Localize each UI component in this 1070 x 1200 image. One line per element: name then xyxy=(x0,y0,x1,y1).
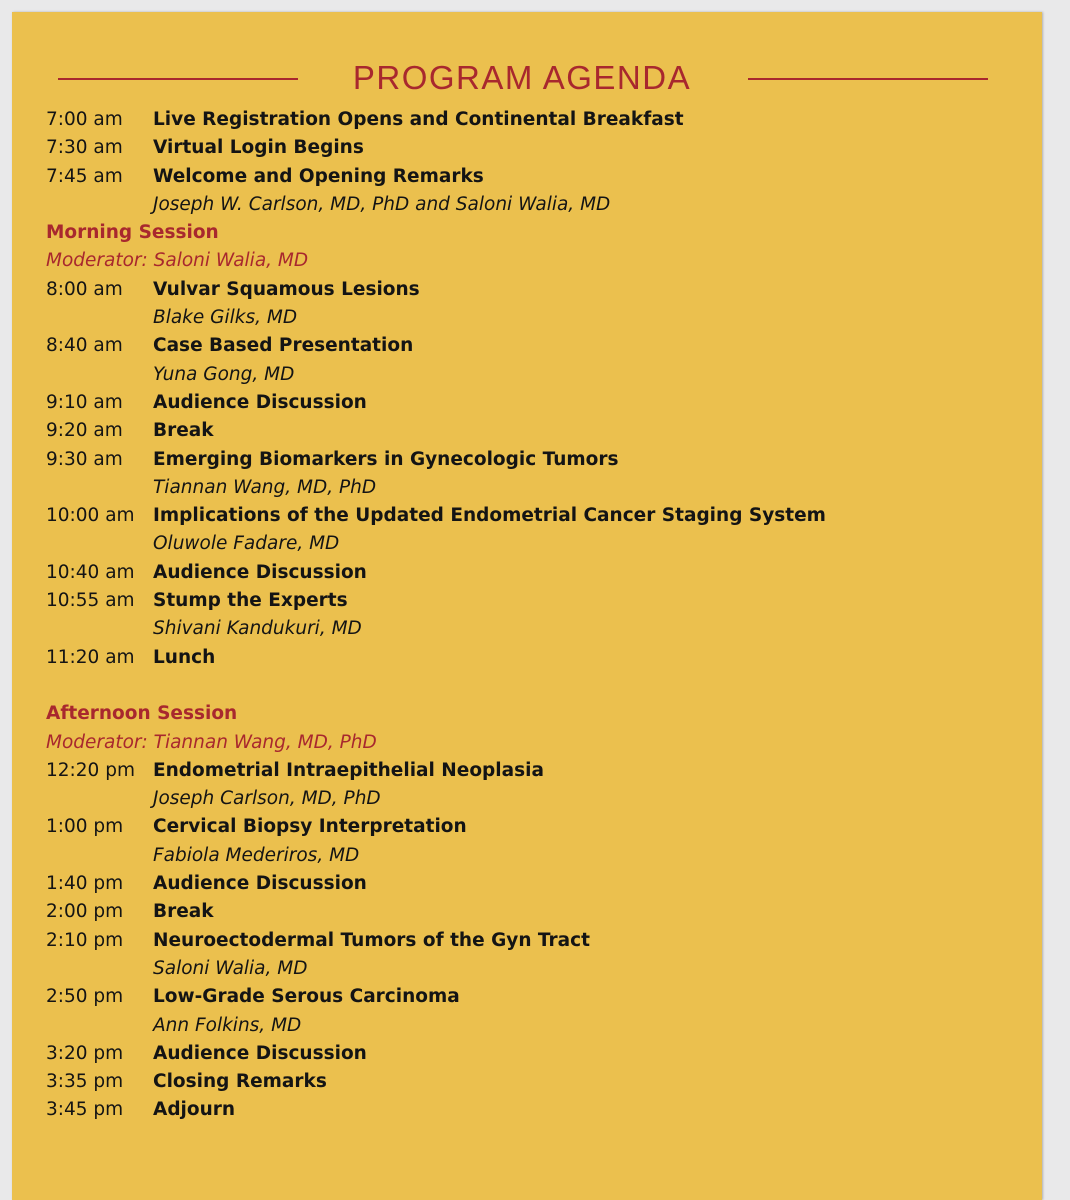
agenda-item xyxy=(46,559,1026,587)
item-speaker: Blake Gilks, MD xyxy=(153,307,298,329)
item-speaker: Joseph Carlson, MD, PhD xyxy=(153,788,381,810)
item-time: 12:20 pm xyxy=(46,759,135,781)
item-time: 7:45 am xyxy=(46,165,123,187)
item-title: Audience Discussion xyxy=(153,1042,367,1064)
session-moderator-afternoon: Moderator: Tiannan Wang, MD, PhD xyxy=(46,731,377,753)
item-speaker: Yuna Gong, MD xyxy=(153,363,295,385)
item-time: 8:40 am xyxy=(46,335,123,357)
item-title: Stump the Experts xyxy=(153,590,348,612)
item-time: 1:40 pm xyxy=(46,873,124,895)
item-speaker-row xyxy=(46,304,1026,332)
item-speaker: Saloni Walia, MD xyxy=(153,957,308,979)
item-title: Closing Remarks xyxy=(153,1071,327,1093)
item-title: Lunch xyxy=(153,646,216,668)
item-speaker-row xyxy=(46,474,1026,502)
item-speaker: Shivani Kandukuri, MD xyxy=(153,618,362,640)
item-time: 9:30 am xyxy=(46,448,123,470)
item-speaker: Fabiola Mederiros, MD xyxy=(153,844,360,866)
agenda-item xyxy=(46,163,1026,191)
item-speaker-row xyxy=(46,615,1026,643)
item-time: 10:40 am xyxy=(46,561,135,583)
item-time: 2:10 pm xyxy=(46,929,124,951)
item-speaker-row xyxy=(46,1012,1026,1040)
item-title: Virtual Login Begins xyxy=(153,137,364,159)
item-title: Vulvar Squamous Lesions xyxy=(153,278,420,300)
page-title: PROGRAM AGENDA xyxy=(352,59,692,96)
item-time: 10:55 am xyxy=(46,590,135,612)
agenda-item xyxy=(46,106,1026,134)
agenda-list xyxy=(46,106,1026,1125)
item-title: Audience Discussion xyxy=(153,873,367,895)
item-title: Emerging Biomarkers in Gynecologic Tumors xyxy=(153,448,619,470)
item-time: 8:00 am xyxy=(46,278,123,300)
item-title: Endometrial Intraepithelial Neoplasia xyxy=(153,759,544,781)
item-title: Case Based Presentation xyxy=(153,335,414,357)
agenda-item xyxy=(46,757,1026,785)
item-time: 7:00 am xyxy=(46,109,123,130)
item-time: 11:20 am xyxy=(46,646,135,668)
item-time: 3:35 pm xyxy=(46,1071,124,1093)
item-time: 9:10 am xyxy=(46,391,123,413)
agenda-item xyxy=(46,1096,1026,1124)
item-title: Break xyxy=(153,420,214,442)
agenda-header xyxy=(12,56,1042,106)
item-time: 7:30 am xyxy=(46,137,123,159)
item-speaker-row xyxy=(46,955,1026,983)
agenda-item xyxy=(46,1068,1026,1096)
title-rule-right xyxy=(748,78,988,80)
agenda-item xyxy=(46,813,1026,841)
title-rule-left xyxy=(58,78,298,80)
agenda-item xyxy=(46,332,1026,360)
item-time: 3:45 pm xyxy=(46,1099,124,1121)
agenda-item xyxy=(46,134,1026,162)
agenda-item xyxy=(46,417,1026,445)
item-title: Audience Discussion xyxy=(153,561,367,583)
agenda-item xyxy=(46,502,1026,530)
item-speaker-row xyxy=(46,191,1026,219)
agenda-item xyxy=(46,446,1026,474)
section-spacer xyxy=(46,672,1026,700)
agenda-item xyxy=(46,644,1026,672)
item-speaker: Tiannan Wang, MD, PhD xyxy=(153,476,377,498)
item-speaker-row xyxy=(46,530,1026,558)
agenda-item xyxy=(46,389,1026,417)
item-speaker-row xyxy=(46,842,1026,870)
item-speaker: Ann Folkins, MD xyxy=(153,1014,302,1036)
agenda-page xyxy=(12,12,1042,1200)
item-title: Neuroectodermal Tumors of the Gyn Tract xyxy=(153,929,590,951)
item-title: Break xyxy=(153,901,214,923)
item-speaker: Oluwole Fadare, MD xyxy=(153,533,340,555)
item-title: Audience Discussion xyxy=(153,391,367,413)
session-heading-afternoon: Afternoon Session xyxy=(46,703,238,725)
session-heading-morning: Morning Session xyxy=(46,222,219,244)
session-moderator-morning: Moderator: Saloni Walia, MD xyxy=(46,250,309,272)
item-time: 2:00 pm xyxy=(46,901,124,923)
item-time: 9:20 am xyxy=(46,420,123,442)
agenda-item xyxy=(46,587,1026,615)
item-speaker-row xyxy=(46,785,1026,813)
item-title: Low-Grade Serous Carcinoma xyxy=(153,986,460,1008)
item-time: 2:50 pm xyxy=(46,986,124,1008)
item-title: Implications of the Updated Endometrial Cancer Staging System xyxy=(153,505,826,527)
item-time: 1:00 pm xyxy=(46,816,124,838)
agenda-item xyxy=(46,898,1026,926)
item-speaker-row xyxy=(46,361,1026,389)
item-speaker: Joseph W. Carlson, MD, PhD and Saloni Walia, MD xyxy=(153,193,611,215)
item-title: Adjourn xyxy=(153,1099,236,1121)
item-title: Welcome and Opening Remarks xyxy=(153,165,484,187)
item-title: Cervical Biopsy Interpretation xyxy=(153,816,467,838)
agenda-item xyxy=(46,983,1026,1011)
agenda-item xyxy=(46,1040,1026,1068)
agenda-item xyxy=(46,870,1026,898)
item-time: 10:00 am xyxy=(46,505,135,527)
item-title: Live Registration Opens and Continental Breakfast xyxy=(153,109,684,130)
item-time: 3:20 pm xyxy=(46,1042,124,1064)
agenda-item xyxy=(46,276,1026,304)
agenda-item xyxy=(46,927,1026,955)
